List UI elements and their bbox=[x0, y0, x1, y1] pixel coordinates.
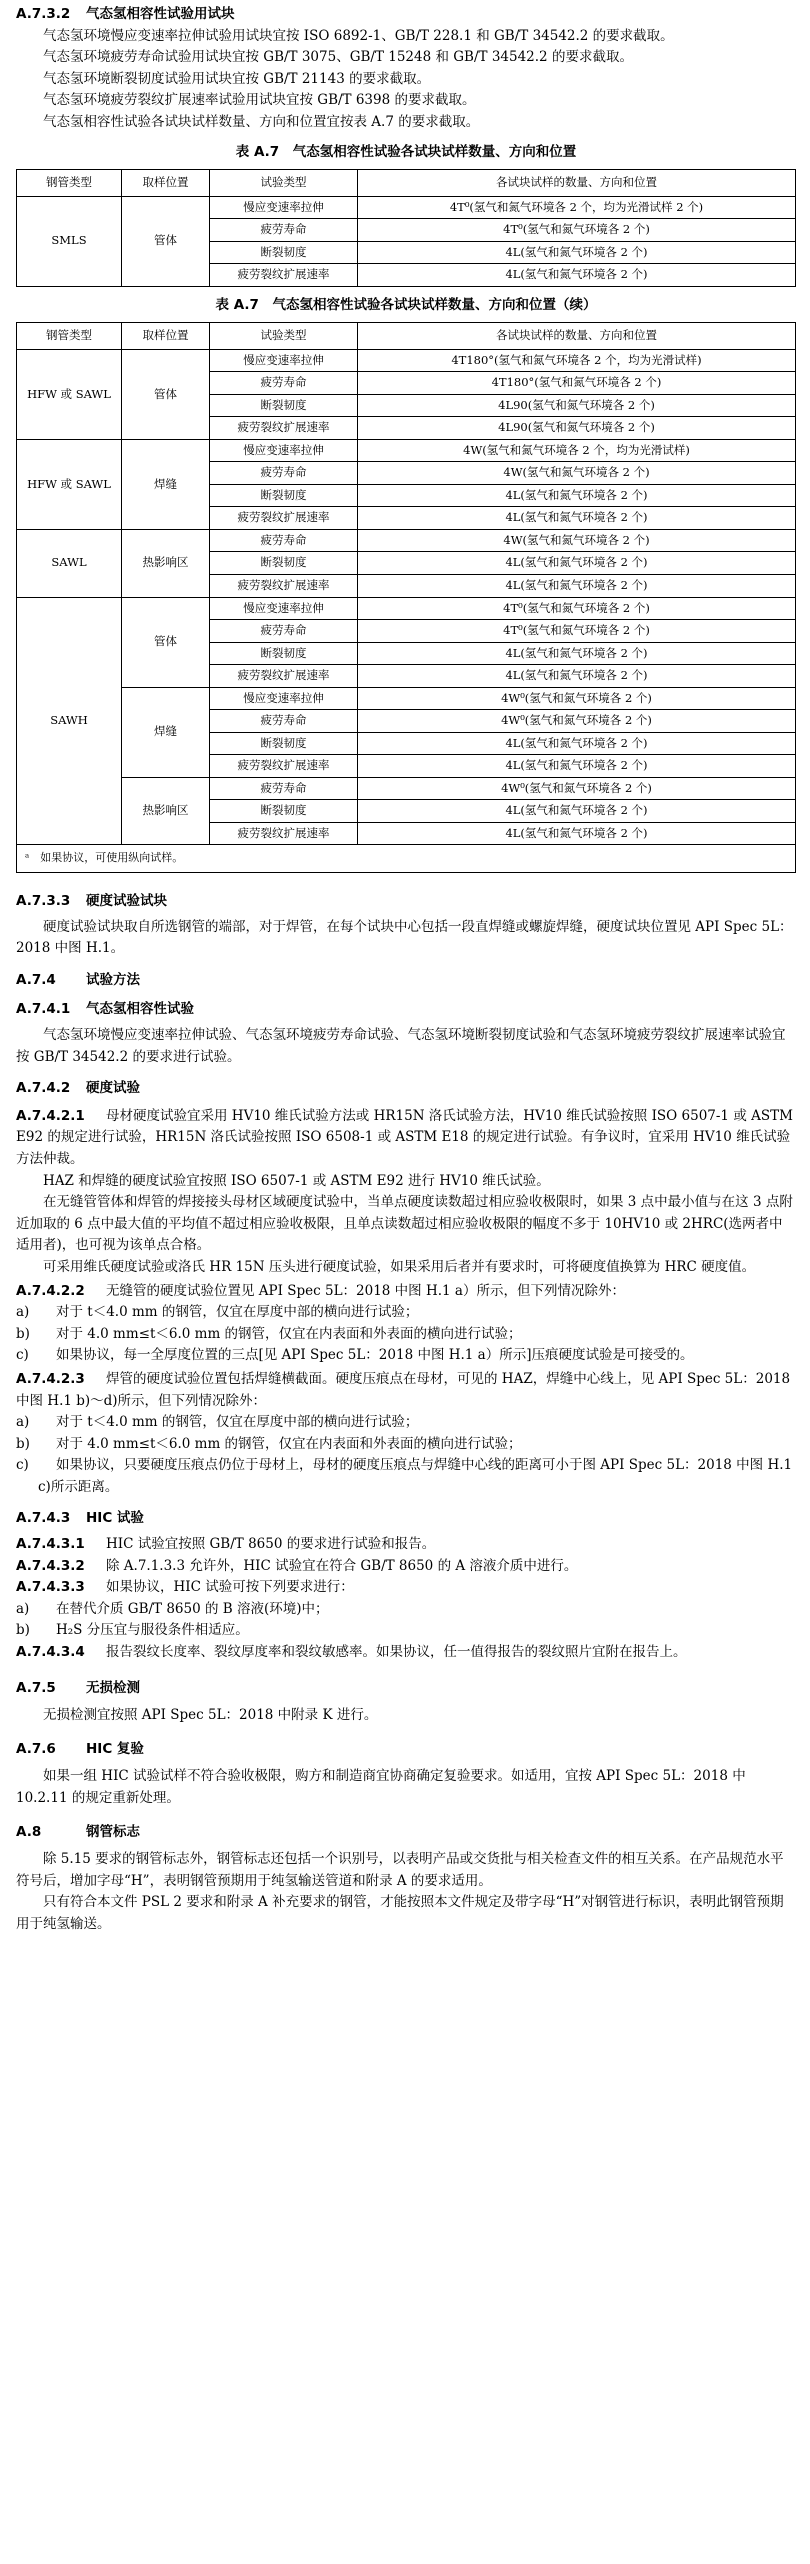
specimen-cell: 4L(氢气和氮气环境各 2 个) bbox=[358, 755, 796, 778]
paragraph: 无损检测宜按照 API Spec 5L：2018 中附录 K 进行。 bbox=[43, 1707, 378, 1724]
specimen-cell: 4L(氢气和氮气环境各 2 个) bbox=[358, 484, 796, 507]
test-type-cell: 慢应变速率拉伸 bbox=[210, 439, 358, 462]
column-header: 取样位置 bbox=[122, 170, 210, 197]
column-header: 钢管类型 bbox=[17, 170, 122, 197]
specimen-cell: 4L(氢气和氮气环境各 2 个) bbox=[358, 642, 796, 665]
test-type-cell: 疲劳裂纹扩展速率 bbox=[210, 417, 358, 440]
pipe-type-cell: HFW 或 SAWL bbox=[17, 439, 122, 529]
test-type-cell: 断裂韧度 bbox=[210, 732, 358, 755]
table-row bbox=[17, 597, 796, 620]
paragraph: 气态氢环境慢应变速率拉伸试验、气态氢环境疲劳寿命试验、气态氢环境断裂韧度试验和气态氢环境疲劳裂纹扩展速率试验宜按 GB/T 34542.2 的要求进行试验。 bbox=[16, 1027, 786, 1065]
column-header: 各试块试样的数量、方向和位置 bbox=[358, 170, 796, 197]
table-row bbox=[17, 687, 796, 710]
paragraph: 在无缝管管体和焊管的焊接接头母材区域硬度试验中，当单点硬度读数超过相应验收极限时，如果 3 点中最小值与在这 3 点附近加取的 6 点中最大值的平均值不超过相应验收极限，且单点读数超过相应验收极限的幅度不多于 10HV10 或 2HRC(选两者中适用者)，也可视为该单点合格。 bbox=[16, 1194, 793, 1254]
column-header: 钢管类型 bbox=[17, 323, 122, 350]
specimen-cell: 4L(氢气和氮气环境各 2 个) bbox=[358, 665, 796, 688]
specimen-cell: 4L(氢气和氮气环境各 2 个) bbox=[358, 507, 796, 530]
list-item: c) 如果协议，每一全厚度位置的三点[见 API Spec 5L：2018 中图 H.1 a）所示]压痕硬度试验是可接受的。 bbox=[16, 1347, 694, 1364]
document-page bbox=[16, 4, 796, 1936]
list-item: a) 对于 t＜4.0 mm 的钢管，仅宜在厚度中部的横向进行试验； bbox=[16, 1414, 419, 1431]
table-caption-continued: 表 A.7 气态氢相容性试验各试块试样数量、方向和位置（续） bbox=[215, 296, 597, 313]
paragraph: 如果一组 HIC 试验试样不符合验收极限，购方和制造商宜协商确定复验要求。如适用，宜按 API Spec 5L：2018 中 10.2.11 的规定重新处理。 bbox=[16, 1768, 746, 1806]
paragraph: A.7.4.2.3 焊管的硬度试验位置包括焊缝横截面。硬度压痕点在母材，可见的 HAZ，焊缝中心线上，见 API Spec 5L：2018 中图 H.1 b)～d)所示，但下列情况除外： bbox=[16, 1370, 791, 1409]
table-footnote: ᵃ 如果协议，可使用纵向试样。 bbox=[17, 845, 796, 873]
location-cell: 热影响区 bbox=[122, 777, 210, 845]
location-cell: 热影响区 bbox=[122, 529, 210, 597]
table-row bbox=[17, 196, 796, 219]
list-item: a) 对于 t＜4.0 mm 的钢管，仅宜在厚度中部的横向进行试验； bbox=[16, 1304, 419, 1321]
specimen-cell: 4L(氢气和氮气环境各 2 个) bbox=[358, 800, 796, 823]
paragraph: 可采用维氏硬度试验或洛氏 HR 15N 压头进行硬度试验，如果采用后者并有要求时，可将硬度值换算为 HRC 硬度值。 bbox=[43, 1258, 756, 1275]
specimen-cell: 4L(氢气和氮气环境各 2 个) bbox=[358, 552, 796, 575]
paragraph: 只有符合本文件 PSL 2 要求和附录 A 补充要求的钢管，才能按照本文件规定及带字母“H”对钢管进行标识，表明此钢管预期用于纯氢输送。 bbox=[16, 1894, 784, 1932]
paragraph: 气态氢环境疲劳寿命试验用试块宜按 GB/T 3075、GB/T 15248 和 GB/T 34542.2 的要求截取。 bbox=[43, 49, 633, 66]
paragraph: 除 5.15 要求的钢管标志外，钢管标志还包括一个识别号，以表明产品或交货批与相关检查文件的相互关系。在产品规范水平符号后，增加字母“H”，表明钢管预期用于纯氢输送管道和附录 A 的要求适用。 bbox=[16, 1851, 784, 1889]
specimen-cell: 4T⁰(氢气和氮气环境各 2 个) bbox=[358, 620, 796, 643]
table-caption: 表 A.7 气态氢相容性试验各试块试样数量、方向和位置 bbox=[235, 143, 577, 160]
table-a7 bbox=[16, 169, 796, 287]
test-type-cell: 慢应变速率拉伸 bbox=[210, 687, 358, 710]
list-item: c) 如果协议，只要硬度压痕点仍位于母材上，母材的硬度压痕点与焊缝中心线的距离可小于图 API Spec 5L：2018 中图 H.1 c)所示距离。 bbox=[16, 1457, 793, 1495]
test-type-cell: 疲劳寿命 bbox=[210, 620, 358, 643]
test-type-cell: 疲劳寿命 bbox=[210, 710, 358, 733]
paragraph: 气态氢环境断裂韧度试验用试块宜按 GB/T 21143 的要求截取。 bbox=[43, 70, 431, 87]
test-type-cell: 断裂韧度 bbox=[210, 484, 358, 507]
test-type-cell: 疲劳寿命 bbox=[210, 529, 358, 552]
pipe-type-cell: SMLS bbox=[17, 196, 122, 286]
paragraph: A.7.4.2.2 无缝管的硬度试验位置见 API Spec 5L：2018 中图 H.1 a）所示，但下列情况除外： bbox=[16, 1282, 625, 1299]
heading-a7-4-2: A.7.4.2 硬度试验 bbox=[16, 1080, 140, 1097]
location-cell: 管体 bbox=[122, 597, 210, 687]
heading-a7-4-3: A.7.4.3 HIC 试验 bbox=[16, 1510, 144, 1527]
table-header-row bbox=[17, 170, 796, 197]
paragraph: A.7.4.2.1 母材硬度试验宜采用 HV10 维氏试验方法或 HR15N 洛氏试验方法，HV10 维氏试验按照 ISO 6507-1 或 ASTM E92 的规定进行试验，HR15N 洛氏试验按照 ISO 6508-1 或 ASTM E18 的规定进行试验。有争议时，宜采用 HV10 维氏试验方法仲裁。 bbox=[16, 1107, 793, 1167]
table-header-row bbox=[17, 323, 796, 350]
heading-a7-6: A.7.6 HIC 复验 bbox=[16, 1740, 144, 1757]
list-item: b) 对于 4.0 mm≤t＜6.0 mm 的钢管，仅宜在内表面和外表面的横向进行试验； bbox=[16, 1435, 522, 1452]
test-type-cell: 疲劳裂纹扩展速率 bbox=[210, 755, 358, 778]
table-row bbox=[17, 777, 796, 800]
test-type-cell: 疲劳寿命 bbox=[210, 219, 358, 242]
specimen-cell: 4L(氢气和氮气环境各 2 个) bbox=[358, 732, 796, 755]
test-type-cell: 断裂韧度 bbox=[210, 552, 358, 575]
heading-a7-5: A.7.5 无损检测 bbox=[16, 1679, 140, 1696]
list-item: b) H₂S 分压宜与服役条件相适应。 bbox=[16, 1622, 249, 1639]
specimen-cell: 4T180°(氢气和氮气环境各 2 个，均为光滑试样) bbox=[358, 349, 796, 372]
test-type-cell: 疲劳裂纹扩展速率 bbox=[210, 665, 358, 688]
test-type-cell: 疲劳裂纹扩展速率 bbox=[210, 507, 358, 530]
heading-a7-4: A.7.4 试验方法 bbox=[16, 971, 140, 988]
test-type-cell: 慢应变速率拉伸 bbox=[210, 349, 358, 372]
specimen-cell: 4L(氢气和氮气环境各 2 个) bbox=[358, 264, 796, 287]
specimen-cell: 4W(氢气和氮气环境各 2 个，均为光滑试样) bbox=[358, 439, 796, 462]
list-item: b) 对于 4.0 mm≤t＜6.0 mm 的钢管，仅宜在内表面和外表面的横向进行试验； bbox=[16, 1325, 522, 1342]
specimen-cell: 4T⁰(氢气和氮气环境各 2 个，均为光滑试样 2 个) bbox=[358, 196, 796, 219]
test-type-cell: 断裂韧度 bbox=[210, 394, 358, 417]
paragraph: A.7.4.3.3 如果协议，HIC 试验可按下列要求进行： bbox=[16, 1579, 354, 1596]
table-row bbox=[17, 529, 796, 552]
heading-a7-4-1: A.7.4.1 气态氢相容性试验 bbox=[16, 1001, 194, 1018]
test-type-cell: 断裂韧度 bbox=[210, 241, 358, 264]
location-cell: 焊缝 bbox=[122, 687, 210, 777]
specimen-cell: 4T⁰(氢气和氮气环境各 2 个) bbox=[358, 597, 796, 620]
specimen-cell: 4W⁰(氢气和氮气环境各 2 个) bbox=[358, 710, 796, 733]
specimen-cell: 4T⁰(氢气和氮气环境各 2 个) bbox=[358, 219, 796, 242]
test-type-cell: 慢应变速率拉伸 bbox=[210, 196, 358, 219]
list-item: a) 在替代介质 GB/T 8650 的 B 溶液(环境)中； bbox=[16, 1600, 329, 1617]
specimen-cell: 4W⁰(氢气和氮气环境各 2 个) bbox=[358, 777, 796, 800]
location-cell: 管体 bbox=[122, 196, 210, 286]
specimen-cell: 4L90(氢气和氮气环境各 2 个) bbox=[358, 417, 796, 440]
test-type-cell: 疲劳寿命 bbox=[210, 462, 358, 485]
specimen-cell: 4L(氢气和氮气环境各 2 个) bbox=[358, 241, 796, 264]
paragraph: 硬度试验试块取自所选钢管的端部，对于焊管，在每个试块中心包括一段直焊缝或螺旋焊缝，硬度试块位置见 API Spec 5L：2018 中图 H.1。 bbox=[16, 918, 793, 957]
specimen-cell: 4W(氢气和氮气环境各 2 个) bbox=[358, 529, 796, 552]
specimen-cell: 4T180°(氢气和氮气环境各 2 个) bbox=[358, 372, 796, 395]
location-cell: 管体 bbox=[122, 349, 210, 439]
pipe-type-cell: HFW 或 SAWL bbox=[17, 349, 122, 439]
column-header: 各试块试样的数量、方向和位置 bbox=[358, 323, 796, 350]
test-type-cell: 疲劳裂纹扩展速率 bbox=[210, 575, 358, 598]
test-type-cell: 断裂韧度 bbox=[210, 642, 358, 665]
specimen-cell: 4W(氢气和氮气环境各 2 个) bbox=[358, 462, 796, 485]
paragraph: HAZ 和焊缝的硬度试验宜按照 ISO 6507-1 或 ASTM E92 进行 HV10 维氏试验。 bbox=[43, 1172, 550, 1189]
column-header: 试验类型 bbox=[210, 323, 358, 350]
table-row bbox=[17, 439, 796, 462]
paragraph: 气态氢相容性试验各试块试样数量、方向和位置宜按表 A.7 的要求截取。 bbox=[43, 113, 480, 130]
paragraph: 气态氢环境疲劳裂纹扩展速率试验用试块宜按 GB/T 6398 的要求截取。 bbox=[43, 92, 476, 109]
pipe-type-cell: SAWH bbox=[17, 597, 122, 845]
column-header: 试验类型 bbox=[210, 170, 358, 197]
location-cell: 焊缝 bbox=[122, 439, 210, 529]
test-type-cell: 断裂韧度 bbox=[210, 800, 358, 823]
test-type-cell: 疲劳裂纹扩展速率 bbox=[210, 264, 358, 287]
table-row bbox=[17, 349, 796, 372]
specimen-cell: 4L(氢气和氮气环境各 2 个) bbox=[358, 575, 796, 598]
specimen-cell: 4W⁰(氢气和氮气环境各 2 个) bbox=[358, 687, 796, 710]
paragraph: A.7.4.3.4 报告裂纹长度率、裂纹厚度率和裂纹敏感率。如果协议，任一值得报告的裂纹照片宜附在报告上。 bbox=[16, 1644, 687, 1661]
paragraph: A.7.4.3.1 HIC 试验宜按照 GB/T 8650 的要求进行试验和报告。 bbox=[16, 1536, 436, 1553]
table-a7-continued bbox=[16, 322, 796, 873]
column-header: 取样位置 bbox=[122, 323, 210, 350]
heading-a7-3-2: A.7.3.2 气态氢相容性试验用试块 bbox=[16, 6, 235, 22]
test-type-cell: 疲劳寿命 bbox=[210, 372, 358, 395]
heading-a8: A.8 钢管标志 bbox=[16, 1823, 140, 1840]
heading-a7-3-3: A.7.3.3 硬度试验试块 bbox=[16, 893, 167, 910]
specimen-cell: 4L90(氢气和氮气环境各 2 个) bbox=[358, 394, 796, 417]
test-type-cell: 疲劳裂纹扩展速率 bbox=[210, 822, 358, 845]
test-type-cell: 疲劳寿命 bbox=[210, 777, 358, 800]
test-type-cell: 慢应变速率拉伸 bbox=[210, 597, 358, 620]
paragraph: 气态氢环境慢应变速率拉伸试验用试块宜按 ISO 6892-1、GB/T 228.1 和 GB/T 34542.2 的要求截取。 bbox=[43, 27, 674, 44]
specimen-cell: 4L(氢气和氮气环境各 2 个) bbox=[358, 822, 796, 845]
pipe-type-cell: SAWL bbox=[17, 529, 122, 597]
paragraph: A.7.4.3.2 除 A.7.1.3.3 允许外，HIC 试验宜在符合 GB/T 8650 的 A 溶液介质中进行。 bbox=[16, 1557, 578, 1574]
table-note-row bbox=[17, 845, 796, 873]
